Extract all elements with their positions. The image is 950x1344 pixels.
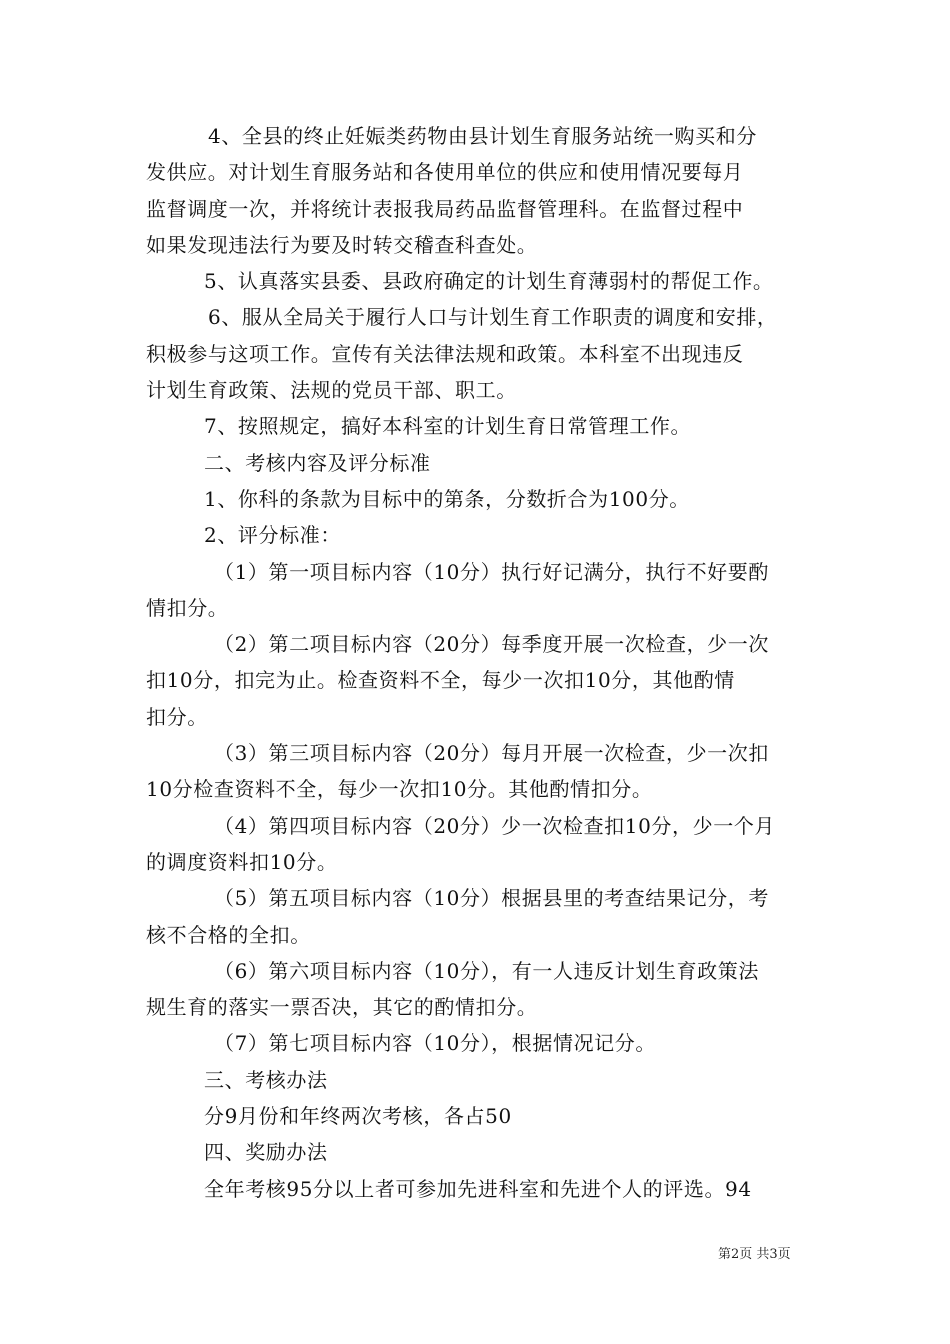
text-line: 监督调度一次，并将统计表报我局药品监督管理科。在监督过程中 [146, 196, 744, 221]
text-line: 四、奖励办法 [204, 1140, 328, 1165]
text-line: （2）第二项目标内容（20分）每季度开展一次检查，少一次 [214, 632, 769, 657]
document-body [146, 118, 818, 1207]
text-line: 二、考核内容及评分标准 [204, 450, 431, 475]
text-line: 2、评分标准： [204, 523, 341, 548]
text-line: （1）第一项目标内容（10分）执行好记满分，执行不好要酌 [214, 559, 769, 584]
text-line: 三、考核办法 [204, 1067, 328, 1092]
text-line: （7）第七项目标内容（10分），根据情况记分。 [214, 1031, 656, 1056]
text-line: 全年考核95分以上者可参加先进科室和先进个人的评选。94 [204, 1176, 752, 1201]
page-footer: 第2页 共3页 [718, 1247, 791, 1262]
text-line: 4、全县的终止妊娠类药物由县计划生育服务站统一购买和分 [208, 124, 757, 148]
text-line: 分9月份和年终两次考核，各占50 [204, 1104, 512, 1129]
text-line: 7、按照规定，搞好本科室的计划生育日常管理工作。 [204, 414, 692, 439]
text-line: 情扣分。 [146, 595, 229, 620]
text-line: 5、认真落实县委、县政府确定的计划生育薄弱村的帮促工作。 [204, 269, 774, 294]
text-line: 计划生育政策、法规的党员干部、职工。 [146, 378, 517, 403]
text-line: 核不合格的全扣。 [146, 922, 311, 947]
text-line: 1、你科的条款为目标中的第条，分数折合为100分。 [204, 486, 690, 511]
text-line: （6）第六项目标内容（10分），有一人违反计划生育政策法 [214, 958, 759, 983]
text-line: 的调度资料扣10分。 [146, 849, 338, 874]
text-line: 发供应。对计划生育服务站和各使用单位的供应和使用情况要每月 [146, 160, 744, 185]
text-line: （4）第四项目标内容（20分）少一次检查扣10分，少一个月 [214, 813, 776, 838]
text-line: （5）第五项目标内容（10分）根据县里的考查结果记分，考 [214, 886, 769, 911]
text-line: 扣分。 [146, 704, 208, 729]
text-line: 如果发现违法行为要及时转交稽查科查处。 [146, 232, 538, 257]
text-line: 10分检查资料不全，每少一次扣10分。其他酌情扣分。 [146, 777, 653, 802]
text-line: 6、服从全局关于履行人口与计划生育工作职责的调度和安排， [208, 305, 778, 330]
text-line: （3）第三项目标内容（20分）每月开展一次检查，少一次扣 [214, 741, 769, 766]
text-line: 积极参与这项工作。宣传有关法律法规和政策。本科室不出现违反 [146, 341, 744, 366]
text-line: 扣10分，扣完为止。检查资料不全，每少一次扣10分，其他酌情 [146, 668, 735, 693]
text-line: 规生育的落实一票否决，其它的酌情扣分。 [146, 995, 538, 1020]
